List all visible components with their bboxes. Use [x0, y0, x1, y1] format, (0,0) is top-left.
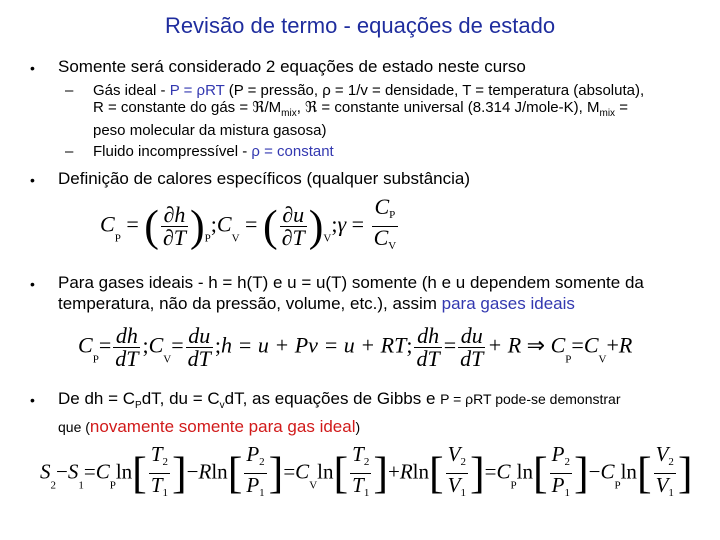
implies-arrow-icon: ⇒ [526, 332, 546, 358]
eq3-p1b: P1 [551, 473, 570, 499]
entropy-change-equation [40, 443, 693, 504]
eq3-t2: T2 [149, 443, 170, 474]
bullet-1-marker: • [30, 60, 35, 76]
eq1-frac-gamma [372, 196, 399, 257]
eq1-cv: C [216, 211, 232, 237]
sub-1-text [93, 82, 703, 139]
eq3-br-6: [ [636, 448, 652, 498]
sub-1-dash: – [65, 82, 74, 99]
sub-1-ideal-gas-law: P = ρRT [169, 82, 225, 99]
eq2-sub-v-2: V [598, 353, 607, 366]
bullet-2-marker: • [30, 172, 35, 188]
eq2-dh: dh [113, 325, 140, 348]
eq3-br-2: [ [227, 448, 243, 498]
eq3-cp-2: C [496, 459, 511, 484]
eq1-equals-2: = [245, 211, 258, 237]
bullet-4-line-2-b: ) [355, 419, 361, 436]
eq3-cp-sub: P [109, 479, 116, 492]
eq1-gamma-num [372, 196, 399, 227]
eq3-frac-p2 [550, 443, 572, 504]
eq3-cp: C [95, 459, 110, 484]
eq2-sub-v: V [163, 353, 172, 366]
eq3-v1b: V1 [655, 473, 674, 499]
bullet-4-a: De dh = C [58, 389, 136, 408]
eq3-br-1c: ] [172, 448, 187, 498]
eq1-v-subscript: V [323, 232, 332, 245]
eq3-p1: P1 [246, 473, 265, 499]
eq1-gamma-den [372, 227, 399, 257]
bullet-1-text: Somente será considerado 2 equações de estado neste curso [58, 57, 526, 76]
bullet-4-d: P = ρRT pode-se demonstrar [440, 391, 621, 407]
sub-1-line-1 [93, 82, 703, 99]
eq3-ln-5: ln [516, 459, 533, 484]
eq3-cv-sub: V [309, 479, 318, 492]
eq2-frac-dh [113, 325, 140, 370]
bullet-4-ideal-gas-note: novamente somente para gas ideal [89, 417, 356, 437]
eq1-equals: = [126, 211, 139, 237]
bullet-2-text: Definição de calores específicos (qualquer substância) [58, 169, 471, 188]
eq2-frac-du [186, 325, 213, 370]
eq1-frac-u [280, 204, 307, 249]
eq3-t1b: T1 [352, 473, 370, 499]
eq1-gamma-cv: C [373, 225, 389, 250]
sub-1-prefix: Gás ideal - [93, 82, 170, 99]
eq3-minus-3: − [588, 459, 601, 484]
bullet-3-text [58, 272, 708, 314]
eq1-paren-open: ( [144, 201, 159, 251]
eq3-p2: P2 [244, 443, 266, 474]
eq2-r: R [618, 332, 633, 358]
eq3-cp-sub-2: P [510, 479, 517, 492]
eq3-eq-2: = [283, 459, 296, 484]
eq2-c: C [78, 332, 93, 358]
sub-1-line-2-c: = [615, 99, 628, 116]
bullet-4-b: dT, du = C [141, 389, 220, 408]
eq3-v1: V1 [447, 473, 466, 499]
eq2-du: du [186, 325, 213, 348]
eq2-plus-r: + R [487, 332, 522, 358]
eq3-cp-3: C [600, 459, 615, 484]
mix-subscript-2: mix [599, 108, 616, 119]
sub-1-line-2 [93, 99, 703, 122]
eq3-eq-3: = [484, 459, 497, 484]
eq3-frac-v [446, 443, 468, 504]
eq2-dT-2: dT [187, 346, 211, 371]
eq3-cp-sub-3: P [614, 479, 621, 492]
eq2-enthalpy: h = u + Pv = u + RT [221, 332, 407, 358]
eq1-du: ∂u [280, 204, 307, 227]
sub-2-prefix: Fluido incompressível - [93, 143, 252, 160]
eq1-gamma-cp: C [374, 194, 390, 219]
eq2-sub-p: P [92, 353, 99, 366]
eq2-du-2: du [458, 325, 485, 348]
eq1-sub-v: V [231, 232, 240, 245]
eq3-ln-1: ln [115, 459, 133, 484]
eq1-sep-1: ; [210, 211, 217, 237]
eq2-sub-p-2: P [565, 353, 572, 366]
eq3-t1: T1 [150, 473, 169, 499]
eq1-equals-3: = [351, 211, 365, 237]
eq1-dT-2: ∂T [281, 225, 305, 250]
eq1-gamma: γ [337, 211, 347, 237]
bullet-4-line-2-a: que ( [58, 419, 90, 436]
eq3-r-2: R [399, 459, 413, 484]
eq2-frac-du-2 [458, 325, 485, 370]
eq3-br-6c: ] [677, 448, 693, 498]
sub-1-line-2-b: , ℜ = constante universal (8.314 J/mole-K), M [296, 99, 600, 116]
eq1-gamma-cp-sub: P [389, 209, 396, 221]
eq2-dT: dT [115, 346, 139, 371]
eq3-p2b: P2 [550, 443, 572, 474]
eq1-sub-p: P [114, 232, 121, 245]
bullet-4-marker: • [30, 392, 35, 408]
sub-1-line-1-rest: (P = pressão, ρ = 1/v = densidade, T = temperatura (absoluta), [224, 82, 645, 99]
eq2-dT-4: dT [460, 346, 484, 371]
eq3-v2: V2 [446, 443, 468, 474]
eq3-ln-2: ln [211, 459, 228, 484]
eq3-ln-6: ln [620, 459, 637, 484]
bullet-3-line-2 [58, 293, 708, 314]
eq3-br-5c: ] [573, 448, 589, 498]
mix-subscript-1: mix [281, 108, 297, 119]
eq3-frac-p [244, 443, 266, 504]
eq3-br-1: [ [132, 448, 147, 498]
eq3-ln-3: ln [317, 459, 334, 484]
slide-title: Revisão de termo - equações de estado [164, 13, 556, 38]
bullet-3-ideal-gases: para gases ideais [441, 294, 575, 313]
bullet-4-sub-v: v [219, 400, 225, 412]
eq3-v2b: V2 [654, 443, 676, 474]
eq1-gamma-cv-sub: V [388, 240, 397, 252]
sub-2-dash: – [65, 143, 74, 160]
eq3-frac-v2 [654, 443, 676, 504]
eq3-s2: S [40, 459, 51, 484]
eq1-dh: ∂h [161, 204, 188, 227]
eq1-c: C [100, 211, 115, 237]
eq2-c-2: C [148, 332, 164, 358]
eq2-c-3: C [550, 332, 566, 358]
eq1-paren-close-2: ) [308, 201, 324, 251]
eq3-r: R [198, 459, 212, 484]
bullet-3-line-2-a: temperatura, não da pressão, volume, etc.), assim [58, 294, 442, 313]
eq1-paren-open-2: ( [262, 201, 278, 251]
eq3-br-3c: ] [373, 448, 388, 498]
eq2-dT-3: dT [416, 346, 440, 371]
eq1-p-subscript: P [204, 232, 211, 245]
bullet-4-line-2 [58, 416, 708, 437]
eq1-dT: ∂T [162, 225, 186, 250]
eq3-sub-1: 1 [78, 479, 84, 492]
eq1-frac-h [161, 204, 188, 249]
bullet-4-text [58, 388, 708, 437]
eq3-t2b: T2 [350, 443, 371, 474]
eq2-dh-2: dh [414, 325, 441, 348]
eq1-paren-close: ) [190, 201, 205, 251]
bullet-4-line-1 [58, 388, 708, 416]
eq3-cv: C [295, 459, 310, 484]
ideal-gas-cp-cv-equation: $C_P=$ $\frac{dh}{dT}$ $;C_V=$ $\frac{du}{dT}$ ;h = u + Pv = u + RT; $\frac{dh}{dT}$ = $\frac{du}{dT}$ + R ⇒ $C_P=C_V+R$ [78, 323, 633, 371]
eq3-br-2c: ] [268, 448, 284, 498]
bullet-3-marker: • [30, 276, 35, 292]
eq3-frac-t [149, 443, 170, 504]
eq3-minus-2: − [186, 459, 199, 484]
eq3-eq-1: = [83, 459, 96, 484]
eq2-frac-dh-2 [414, 325, 441, 370]
eq3-br-5: [ [532, 448, 548, 498]
bullet-4-c: dT, as equações de Gibbs e [224, 389, 441, 408]
eq3-br-4: [ [429, 448, 444, 498]
eq3-frac-t2 [350, 443, 371, 504]
eq3-ln-4: ln [412, 459, 429, 484]
eq3-br-4c: ] [469, 448, 485, 498]
sub-1-line-2-a: R = constante do gás = ℜ/M [93, 99, 282, 116]
bullet-4-sub-p: P [135, 400, 142, 412]
sub-2-text [93, 143, 334, 160]
eq1-sep-2: ; [331, 211, 338, 237]
eq3-s1: S [67, 459, 79, 484]
sub-2-incompressible: ρ = constant [251, 143, 334, 160]
specific-heats-equation [100, 196, 400, 257]
eq3-sub-2: 2 [50, 479, 56, 492]
eq3-br-3: [ [333, 448, 349, 498]
bullet-3-line-1: Para gases ideais - h = h(T) e u = u(T) somente (h e u dependem somente da [58, 273, 644, 292]
sub-1-line-3: peso molecular da mistura gasosa) [93, 122, 327, 139]
eq3-plus: + [387, 459, 400, 484]
eq2-c-4: C [583, 332, 599, 358]
eq3-minus: − [56, 459, 68, 484]
